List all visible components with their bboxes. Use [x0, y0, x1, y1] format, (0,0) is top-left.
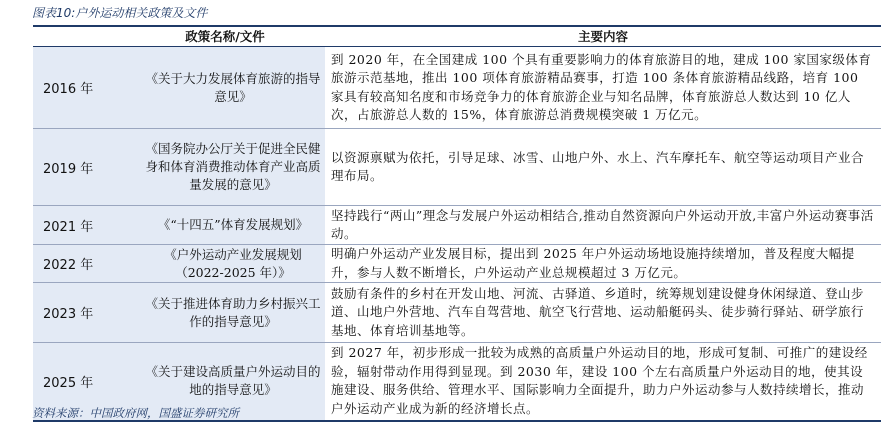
row-content: 以资源禀赋为依托，引导足球、冰雪、山地户外、水上、汽车摩托车、航空等运动项目产业合理布局。 [325, 129, 881, 206]
row-content: 坚持践行“两山”理念与发展户外运动相结合,推动自然资源向户外运动开放,丰富户外运动赛事活动。 [325, 206, 881, 245]
row-content: 到 2020 年，在全国建成 100 个具有重要影响力的体育旅游目的地，建成 100 家国家级体育旅游示范基地，推出 100 项体育旅游精品赛事，打造 100 条体育旅游精品线路，培育 100 家具有较高知名度和市场竞争力的体育旅游企业与知名品牌，体育旅游总人数达到 10 亿人次，占旅游总人数的 15%，体育旅游总消费规模突破 1 万亿元。 [325, 47, 881, 129]
source-note: 资料来源：中国政府网，国盛证券研究所 [32, 406, 239, 420]
row-year: 2022 年 [33, 245, 125, 283]
year-header [33, 26, 125, 47]
content-header: 主要内容 [325, 26, 881, 47]
figure-caption: 图表10:户外运动相关政策及文件 [32, 6, 208, 20]
table-header-row [33, 26, 881, 47]
row-policy: 《关于推进体育助力乡村振兴工作的指导意见》 [125, 283, 325, 343]
table-row [33, 129, 881, 206]
row-year: 2019 年 [33, 129, 125, 206]
row-year: 2025 年 [33, 343, 125, 421]
table-row [33, 206, 881, 245]
row-policy: 《国务院办公厅关于促进全民健身和体育消费推动体育产业高质量发展的意见》 [125, 129, 325, 206]
row-policy: 《“十四五”体育发展规划》 [125, 206, 325, 245]
row-policy: 《关于建设高质量户外运动目的地的指导意见》 [125, 343, 325, 421]
row-year: 2021 年 [33, 206, 125, 245]
table-row [33, 283, 881, 343]
table-row [33, 47, 881, 129]
policy-header: 政策名称/文件 [125, 26, 325, 47]
row-year: 2016 年 [33, 47, 125, 129]
row-policy: 《户外运动产业发展规划（2022-2025 年）》 [125, 245, 325, 283]
policy-table [33, 25, 881, 422]
row-policy: 《关于大力发展体育旅游的指导意见》 [125, 47, 325, 129]
row-content: 明确户外运动产业发展目标，提出到 2025 年户外运动场地设施持续增加，普及程度大幅提升，参与人数不断增长，户外运动产业总规模超过 3 万亿元。 [325, 245, 881, 283]
table-row [33, 245, 881, 283]
row-content: 到 2027 年，初步形成一批较为成熟的高质量户外运动目的地，形成可复制、可推广的建设经验，辐射带动作用得到显现。到 2030 年，建设 100 个左右高质量户外运动目的地，使其设施建设、服务供给、管理水平、国际影响力全面提升，助力户外运动参与人数持续增长，推动户外运动产业成为新的经济增长点。 [325, 343, 881, 421]
row-content: 鼓励有条件的乡村在开发山地、河流、古驿道、乡道时，统筹规划建设健身休闲绿道、登山步道、山地户外营地、汽车自驾营地、航空飞行营地、运动船艇码头、徒步骑行驿站、研学旅行基地、体育培训基地等。 [325, 283, 881, 343]
row-year: 2023 年 [33, 283, 125, 343]
